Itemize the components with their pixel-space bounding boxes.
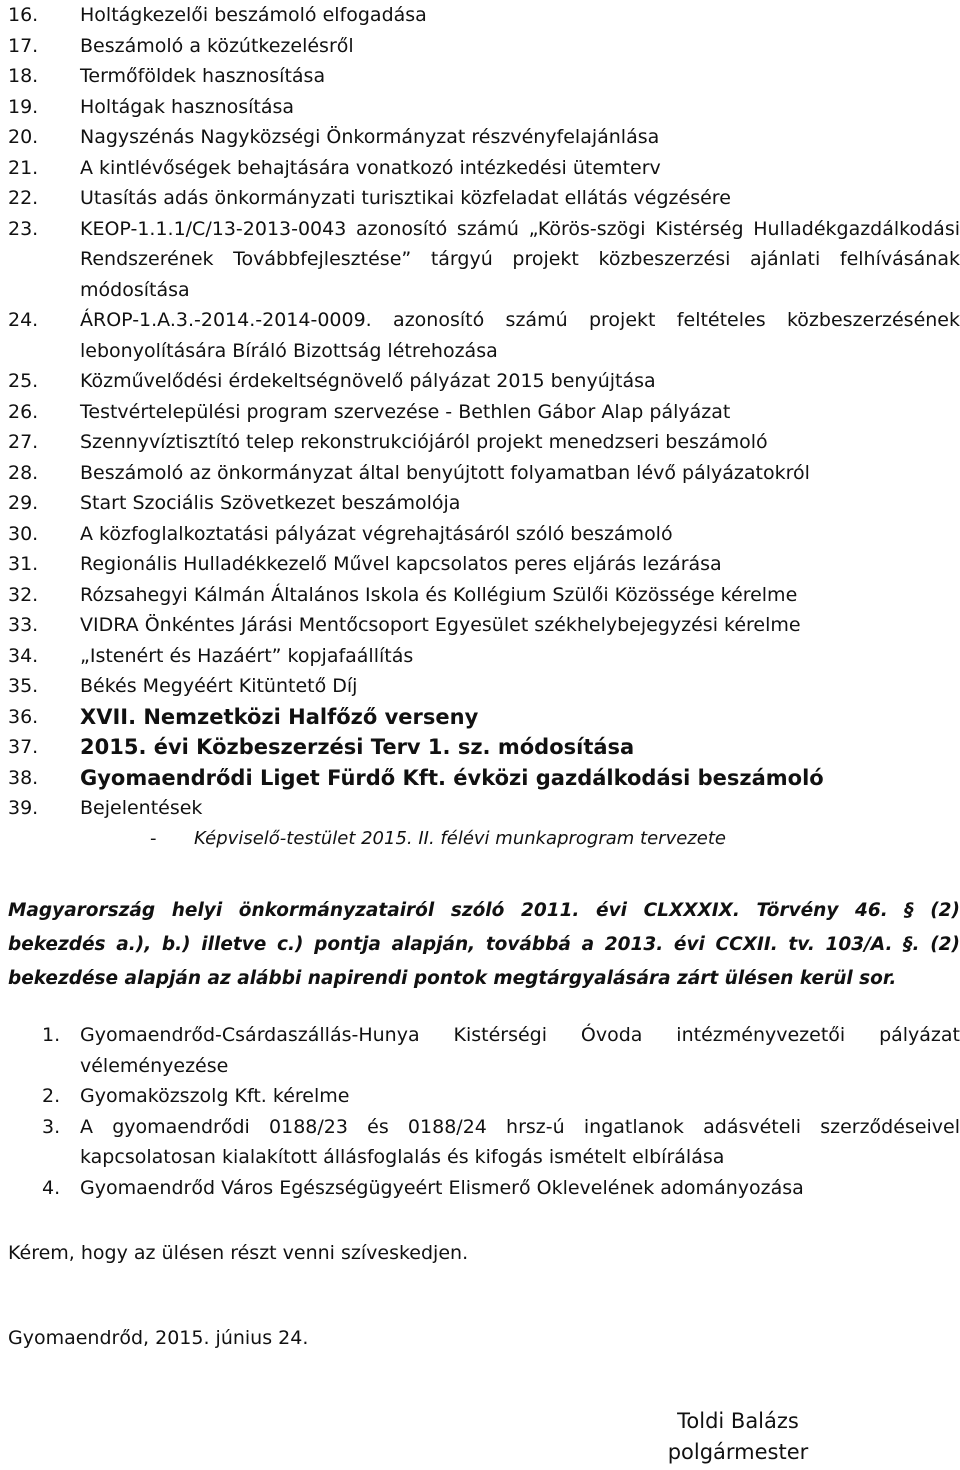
item-text: Utasítás adás önkormányzati turisztikai közfeladat ellátás végzésére — [80, 187, 731, 209]
item-text: Holtágak hasznosítása — [80, 95, 295, 118]
list-item — [8, 122, 960, 153]
item-text: Rózsahegyi Kálmán Általános Iskola és Kollégium Szülői Közössége kérelme — [80, 583, 798, 606]
item-text: Beszámoló az önkormányzat által benyújtott folyamatban lévő pályázatokról — [80, 461, 810, 484]
item-text: Szennyvíztisztító telep rekonstrukciójáról projekt menedzseri beszámoló — [80, 431, 768, 453]
item-text: Békés Megyéért Kitüntető Díj — [80, 675, 358, 697]
item-text: A gyomaendrődi 0188/23 és 0188/24 hrsz-ú ingatlanok adásvételi szerződéseivel kapcsolatosan kialakított állásfoglalás és kifogás ismételt elbírálása — [80, 1115, 960, 1168]
item-number: 38. — [8, 766, 39, 789]
list-item — [8, 31, 960, 62]
list-item — [8, 580, 960, 611]
item-text: Közművelődési érdekeltségnövelő pályázat 2015 benyújtása — [80, 370, 656, 392]
item-number: 21. — [8, 156, 39, 179]
sub-item-dash: - — [150, 827, 157, 849]
item-text: A közfoglalkoztatási pályázat végrehajtásáról szóló beszámoló — [80, 522, 673, 545]
item-number: 18. — [8, 65, 39, 87]
list-item — [8, 793, 960, 824]
item-number: 4. — [42, 1176, 61, 1199]
list-item — [8, 61, 960, 92]
item-number: 32. — [8, 583, 39, 606]
item-text: Beszámoló a közútkezelésről — [80, 34, 354, 57]
list-item — [8, 671, 960, 702]
item-number: 17. — [8, 34, 39, 57]
item-text: VIDRA Önkéntes Járási Mentőcsoport Egyesület székhelybejegyzési kérelme — [80, 614, 801, 636]
item-text: ÁROP-1.A.3.-2014.-2014-0009. azonosító számú projekt feltételes közbeszerzésének lebonyolítására Bíráló Bizottság létrehozása — [80, 309, 960, 362]
signature-block — [648, 1406, 828, 1468]
item-number: 28. — [8, 461, 39, 484]
item-number: 29. — [8, 492, 39, 514]
item-number: 36. — [8, 705, 39, 728]
item-text: Nagyszénás Nagyközségi Önkormányzat részvényfelajánlása — [80, 126, 660, 148]
item-text: Gyomaendrődi Liget Fürdő Kft. évközi gazdálkodási beszámoló — [80, 765, 824, 790]
list-item — [8, 1081, 960, 1112]
list-item — [8, 641, 960, 672]
list-item — [8, 92, 960, 123]
item-number: 24. — [8, 309, 39, 331]
list-item — [8, 153, 960, 184]
item-text: Start Szociális Szövetkezet beszámolója — [80, 492, 461, 514]
item-number: 22. — [8, 187, 39, 209]
item-text: XVII. Nemzetközi Halfőző verseny — [80, 704, 479, 729]
list-item — [8, 549, 960, 580]
item-text: Gyomaendrőd-Csárdaszállás-Hunya Kistérségi Óvoda intézményvezetői pályázat véleményezése — [80, 1024, 960, 1077]
list-item — [8, 427, 960, 458]
item-text: 2015. évi Közbeszerzési Terv 1. sz. módosítása — [80, 735, 635, 759]
item-text: A kintlévőségek behajtására vonatkozó intézkedési ütemterv — [80, 156, 661, 179]
closed-session-agenda — [8, 1020, 960, 1203]
item-number: 25. — [8, 370, 39, 392]
closed-session-notice: Magyarország helyi önkormányzatairól szóló 2011. évi CLXXXIX. Törvény 46. § (2) bekezdés a.), b.) illetve c.) pontja alapján, továbbá a 2013. évi CCXII. tv. 103/A. §. (2) bekezdése alapján az alábbi napirendi pontok megtárgyalására zárt ülésen kerül sor. — [8, 900, 960, 989]
item-text: „Istenért és Hazáért” kopjafaállítás — [80, 644, 414, 667]
item-text: Holtágkezelői beszámoló elfogadása — [80, 4, 427, 26]
item-text: Testvértelepülési program szervezése - Bethlen Gábor Alap pályázat — [80, 400, 731, 423]
list-item — [8, 458, 960, 489]
signer-title: polgármester — [667, 1440, 809, 1464]
item-text: Gyomaközszolg Kft. kérelme — [80, 1085, 350, 1107]
item-number: 30. — [8, 522, 39, 545]
list-item — [8, 183, 960, 214]
item-number: 23. — [8, 217, 39, 240]
announcement-sub-item — [8, 824, 960, 854]
list-item — [8, 305, 960, 366]
item-number: 20. — [8, 126, 39, 148]
open-session-agenda — [8, 0, 960, 854]
list-item — [8, 1173, 960, 1204]
item-number: 27. — [8, 431, 39, 453]
list-item — [8, 702, 960, 733]
item-text: Termőföldek hasznosítása — [80, 65, 326, 87]
list-item — [8, 366, 960, 397]
sub-item-text: Képviselő-testület 2015. II. félévi munkaprogram tervezete — [194, 827, 726, 849]
item-number: 3. — [42, 1115, 61, 1138]
list-item — [8, 763, 960, 794]
item-number: 1. — [42, 1024, 61, 1046]
closing-request: Kérem, hogy az ülésen részt venni szíveskedjen. — [8, 1242, 469, 1264]
item-number: 2. — [42, 1085, 61, 1107]
list-item — [8, 488, 960, 519]
item-text: KEOP-1.1.1/C/13-2013-0043 azonosító számú „Körös-szögi Kistérség Hulladékgazdálkodási Rendszerének Továbbfejlesztése” tárgyú projekt közbeszerzési ajánlati felhívásának módosítása — [80, 217, 960, 301]
list-item — [8, 0, 960, 31]
item-number: 39. — [8, 797, 39, 819]
list-item — [8, 397, 960, 428]
list-item — [8, 1020, 960, 1081]
list-item — [8, 1112, 960, 1173]
item-number: 35. — [8, 675, 39, 697]
list-item — [8, 732, 960, 763]
item-number: 19. — [8, 95, 39, 118]
list-item — [8, 610, 960, 641]
item-text: Regionális Hulladékkezelő Művel kapcsolatos peres eljárás lezárása — [80, 553, 722, 575]
item-number: 33. — [8, 614, 39, 636]
date-line: Gyomaendrőd, 2015. június 24. — [8, 1327, 309, 1349]
item-number: 16. — [8, 4, 39, 26]
item-text: Bejelentések — [80, 797, 203, 819]
signer-name: Toldi Balázs — [677, 1409, 799, 1433]
item-text: Gyomaendrőd Város Egészségügyeért Elismerő Oklevelének adományozása — [80, 1176, 804, 1199]
item-number: 37. — [8, 736, 39, 758]
list-item — [8, 214, 960, 306]
item-number: 26. — [8, 400, 39, 423]
list-item — [8, 519, 960, 550]
item-number: 34. — [8, 644, 39, 667]
item-number: 31. — [8, 553, 39, 575]
